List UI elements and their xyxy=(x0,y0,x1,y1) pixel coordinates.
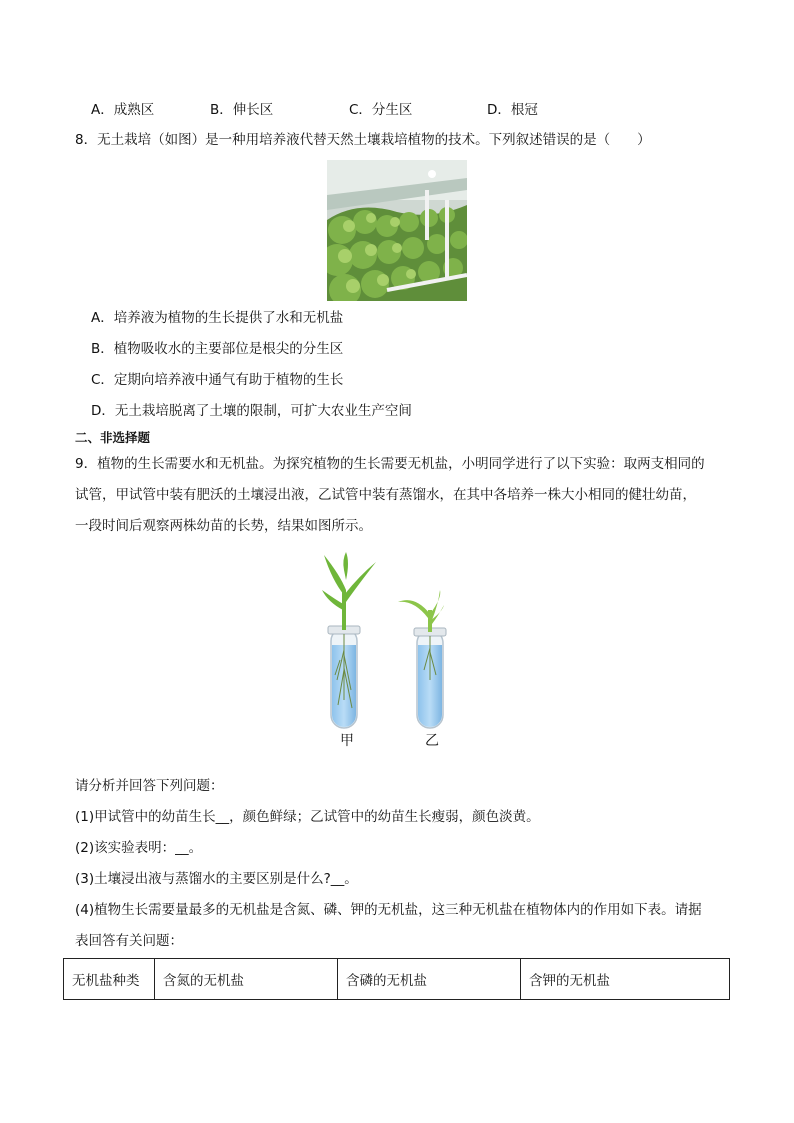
section-title: 二、非选择题 xyxy=(75,430,151,445)
q8-option-c[interactable]: C．定期向培养液中通气有助于植物的生长 xyxy=(91,372,344,388)
q9-sub-1: (1)甲试管中的幼苗生长__，颜色鲜绿；乙试管中的幼苗生长瘦弱，颜色淡黄。 xyxy=(75,809,540,825)
q7-option-d[interactable]: D．根冠 xyxy=(487,102,538,118)
test-tubes-figure xyxy=(310,550,470,755)
q8-stem: 8．无土栽培（如图）是一种用培养液代替天然土壤栽培植物的技术。下列叙述错误的是（ ） xyxy=(75,132,651,148)
q9-sub-4-line-1: (4)植物生长需要量最多的无机盐是含氮、磷、钾的无机盐，这三种无机盐在植物体内的作用如下表。请据 xyxy=(75,902,702,918)
tube-yi xyxy=(398,590,446,728)
table-row xyxy=(64,959,730,1000)
table-header-cell: 含氮的无机盐 xyxy=(155,959,338,1000)
q8-option-a[interactable]: A．培养液为植物的生长提供了水和无机盐 xyxy=(91,310,344,326)
tube-label-jia: 甲 xyxy=(340,733,354,749)
q7-option-b[interactable]: B．伸长区 xyxy=(210,102,274,118)
q9-stem-line-1: 9．植物的生长需要水和无机盐。为探究植物的生长需要无机盐，小明同学进行了以下实验：取两支相同的 xyxy=(75,456,705,472)
q9-stem-line-3: 一段时间后观察两株幼苗的长势，结果如图所示。 xyxy=(75,518,372,534)
minerals-table xyxy=(63,958,730,1000)
q9-stem-line-2: 试管，甲试管中装有肥沃的土壤浸出液，乙试管中装有蒸馏水，在其中各培养一株大小相同的健壮幼苗， xyxy=(75,487,696,503)
q9-prompt: 请分析并回答下列问题： xyxy=(75,778,224,794)
q8-option-d[interactable]: D．无土栽培脱离了土壤的限制，可扩大农业生产空间 xyxy=(91,403,412,419)
table-header-cell: 含钾的无机盐 xyxy=(521,959,730,1000)
q7-option-a[interactable]: A．成熟区 xyxy=(91,102,155,118)
table-header-cell: 无机盐种类 xyxy=(64,959,155,1000)
q9-sub-2: (2)该实验表明：__。 xyxy=(75,840,203,856)
q9-sub-3: (3)土壤浸出液与蒸馏水的主要区别是什么?__。 xyxy=(75,871,358,887)
q7-option-c[interactable]: C．分生区 xyxy=(349,102,413,118)
q8-option-b[interactable]: B．植物吸收水的主要部位是根尖的分生区 xyxy=(91,341,344,357)
tube-label-yi: 乙 xyxy=(425,733,439,749)
test-tubes-image xyxy=(310,550,470,755)
tube-jia xyxy=(322,552,376,728)
q9-sub-4-line-2: 表回答有关问题： xyxy=(75,933,183,949)
hydroponics-photo xyxy=(327,160,467,301)
table-header-cell: 含磷的无机盐 xyxy=(338,959,521,1000)
hydroponics-image xyxy=(327,160,467,301)
